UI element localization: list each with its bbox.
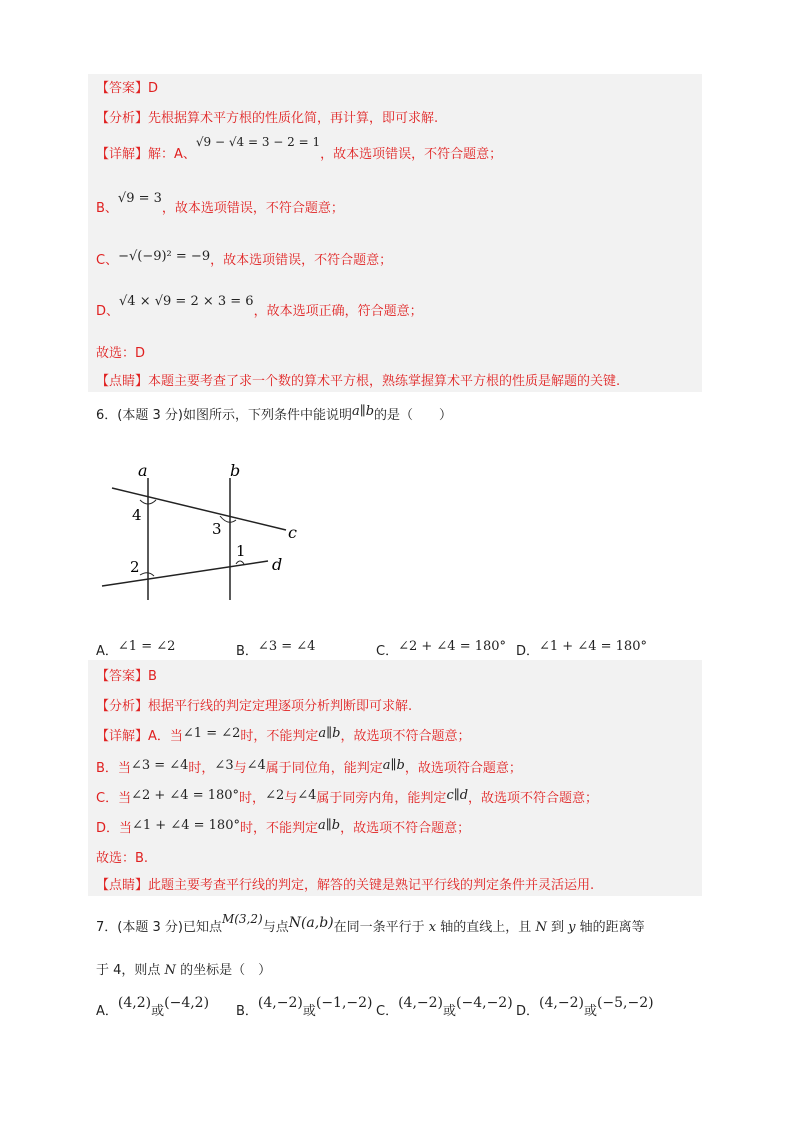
- q6-detail-c: [96, 790, 598, 808]
- q7-oc-math1: (4,−2): [398, 995, 443, 1011]
- q7-x: x: [428, 920, 437, 935]
- q6-stem: [96, 404, 453, 425]
- q6-dc-math1: ∠2 + ∠4 = 180°: [131, 788, 240, 803]
- q6-db-prefix: B．当: [96, 761, 131, 776]
- q6-option-c-math: ∠2 + ∠4 = 180°: [398, 639, 507, 654]
- q6-comment: 【点睛】此题主要考查平行线的判定，解答的关键是熟记平行线的判定条件并灵活运用.: [96, 878, 595, 893]
- q6-dd-math2: a∥b: [318, 818, 341, 833]
- q5-choice: 故选：D: [96, 346, 146, 361]
- q7-line2-prefix: 于 4，则点: [96, 963, 161, 978]
- q7-n3: N: [164, 963, 176, 978]
- q5-detail-a-math: √9 − √4 = 3 − 2 = 1: [195, 135, 321, 149]
- q6-db-math3: ∠4: [246, 758, 266, 773]
- q6-db-mid3: 属于同位角，能判定: [265, 761, 383, 776]
- q6-db-mid1: 时，: [188, 761, 215, 776]
- label-a: a: [138, 461, 148, 480]
- label-1: 1: [236, 542, 246, 560]
- q6-choice: 故选：B.: [96, 851, 149, 866]
- q6-dd-suffix: ，故选项不符合题意；: [340, 821, 471, 836]
- q6-analysis: 【分析】根据平行线的判定定理逐项分析判断即可求解.: [96, 699, 413, 714]
- q7-ob-or: 或: [302, 1004, 316, 1019]
- line-d: [102, 561, 268, 586]
- q5-c-text: ，故本选项错误，不符合题意；: [210, 253, 393, 268]
- q7-oa-or: 或: [151, 1004, 165, 1019]
- q7-option-d: [516, 995, 654, 1019]
- q6-db-math1: ∠3 = ∠4: [130, 758, 189, 773]
- q7-od-math1: (4,−2): [539, 995, 584, 1011]
- q5-c-prefix: C、: [96, 253, 119, 268]
- q7-od-math2: (−5,−2): [596, 995, 654, 1011]
- q5-detail-d: [96, 294, 423, 321]
- q6-figure: [96, 458, 316, 608]
- q5-d-prefix: D、: [96, 304, 120, 319]
- q6-dc-mid1: 时，: [239, 791, 266, 806]
- q6-da-suffix: ，故选项不符合题意；: [340, 729, 471, 744]
- q7-stem-line1: [96, 912, 645, 937]
- q6-dd-prefix: D．当: [96, 821, 133, 836]
- q7-point-n: N(a,b): [288, 915, 334, 931]
- q5-analysis: 【分析】先根据算术平方根的性质化简，再计算，即可求解.: [96, 111, 439, 126]
- label-4: 4: [132, 506, 142, 524]
- q6-db-suffix: ，故选项符合题意；: [404, 761, 522, 776]
- label-d: d: [272, 555, 283, 574]
- q6-stem-suffix: 的是（ ）: [374, 408, 453, 423]
- q5-b-text: ，故本选项错误，不符合题意；: [161, 201, 344, 216]
- q7-option-c: [376, 995, 513, 1019]
- q6-option-a: [96, 640, 175, 659]
- q5-answer: 【答案】D: [96, 81, 159, 96]
- q6-option-d: [516, 640, 647, 659]
- q6-option-b-math: ∠3 = ∠4: [257, 639, 316, 654]
- q6-option-d-math: ∠1 + ∠4 = 180°: [539, 639, 647, 654]
- q5-detail-a-text: ，故本选项错误，不符合题意；: [320, 147, 503, 162]
- q7-line2-suffix: 的坐标是（ ）: [180, 963, 272, 978]
- q6-option-d-label: D．: [516, 644, 540, 659]
- q7-oa-math1: (4,2): [117, 995, 152, 1011]
- q7-mid5: 轴的距离等: [579, 920, 645, 935]
- q6-detail-b: [96, 760, 522, 778]
- q7-n2: N: [535, 920, 547, 935]
- q7-oa-label: A．: [96, 1004, 118, 1019]
- q5-detail-prefix: 【详解】解：A、: [96, 147, 196, 162]
- label-c: c: [288, 523, 297, 542]
- q6-db-math2: ∠3: [214, 758, 234, 773]
- q6-da-prefix: 【详解】A．当: [96, 729, 183, 744]
- q5-b-prefix: B、: [96, 201, 118, 216]
- q6-option-a-label: A．: [96, 644, 118, 659]
- q7-mid1: 与点: [262, 920, 289, 935]
- q5-d-math: √4 × √9 = 2 × 3 = 6: [119, 294, 254, 309]
- q5-c-math: −√(−9)² = −9: [118, 249, 211, 264]
- q5-detail-a: [96, 135, 503, 164]
- q7-mid4: 到: [550, 920, 564, 935]
- q7-oc-math2: (−4,−2): [456, 995, 513, 1011]
- q6-dc-mid3: 属于同旁内角，能判定: [316, 791, 447, 806]
- q6-db-mid2: 与: [233, 761, 247, 776]
- angle-arc-1: [236, 561, 244, 564]
- q6-da-mid: 时，不能判定: [240, 729, 319, 744]
- q7-stem-line2: [96, 962, 271, 980]
- q6-db-math4: a∥b: [382, 758, 405, 773]
- q7-od-or: 或: [583, 1004, 597, 1019]
- q6-dc-math4: c∥d: [446, 788, 469, 803]
- q5-d-text: ，故本选项正确，符合题意；: [253, 304, 423, 319]
- q7-mid2: 在同一条平行于: [333, 920, 425, 935]
- q7-od-label: D．: [516, 1004, 540, 1019]
- q6-option-a-math: ∠1 = ∠2: [117, 639, 176, 654]
- q6-option-b: [236, 640, 315, 659]
- q6-dc-prefix: C．当: [96, 791, 132, 806]
- q7-point-m: M(3,2): [221, 912, 263, 926]
- q6-dc-mid2: 与: [284, 791, 298, 806]
- q5-detail-b: [96, 191, 344, 218]
- q6-da-math2: a∥b: [318, 726, 341, 741]
- q6-dc-math2: ∠2: [265, 788, 285, 803]
- q5-comment: 【点睛】本题主要考查了求一个数的算术平方根，熟练掌握算术平方根的性质是解题的关键.: [96, 374, 621, 389]
- q6-dc-math3: ∠4: [297, 788, 317, 803]
- q6-stem-prefix: 6．(本题 3 分)如图所示，下列条件中能说明: [96, 408, 352, 423]
- q7-ob-label: B．: [236, 1004, 258, 1019]
- q7-oc-label: C．: [376, 1004, 399, 1019]
- q7-y: y: [568, 920, 576, 935]
- q6-dd-math1: ∠1 + ∠4 = 180°: [132, 818, 240, 833]
- q6-detail-d: [96, 820, 470, 838]
- q6-dd-mid: 时，不能判定: [239, 821, 318, 836]
- q7-ob-math2: (−1,−2): [315, 995, 373, 1011]
- q7-oc-or: 或: [443, 1004, 457, 1019]
- label-b: b: [230, 461, 241, 480]
- q6-option-c: [376, 640, 506, 659]
- q6-da-math1: ∠1 = ∠2: [182, 726, 241, 741]
- q7-prefix: 7．(本题 3 分)已知点: [96, 920, 222, 935]
- label-2: 2: [130, 558, 140, 576]
- q7-oa-math2: (−4,2): [164, 995, 210, 1011]
- q7-option-a: [96, 995, 210, 1019]
- q7-option-b: [236, 995, 373, 1019]
- q6-option-b-label: B．: [236, 644, 258, 659]
- q6-detail-a: [96, 728, 471, 746]
- q6-answer: 【答案】B: [96, 669, 157, 684]
- q5-detail-c: [96, 249, 393, 270]
- q6-dc-suffix: ，故选项不符合题意；: [468, 791, 599, 806]
- q6-stem-math: a∥b: [351, 404, 375, 419]
- q6-solution-block: [88, 660, 702, 896]
- label-3: 3: [212, 520, 222, 538]
- q7-ob-math1: (4,−2): [257, 995, 303, 1011]
- q6-option-c-label: C．: [376, 644, 399, 659]
- q5-b-math: √9 = 3: [117, 191, 162, 206]
- q7-mid3: 轴的直线上，且: [440, 920, 532, 935]
- angle-arc-2: [140, 573, 154, 576]
